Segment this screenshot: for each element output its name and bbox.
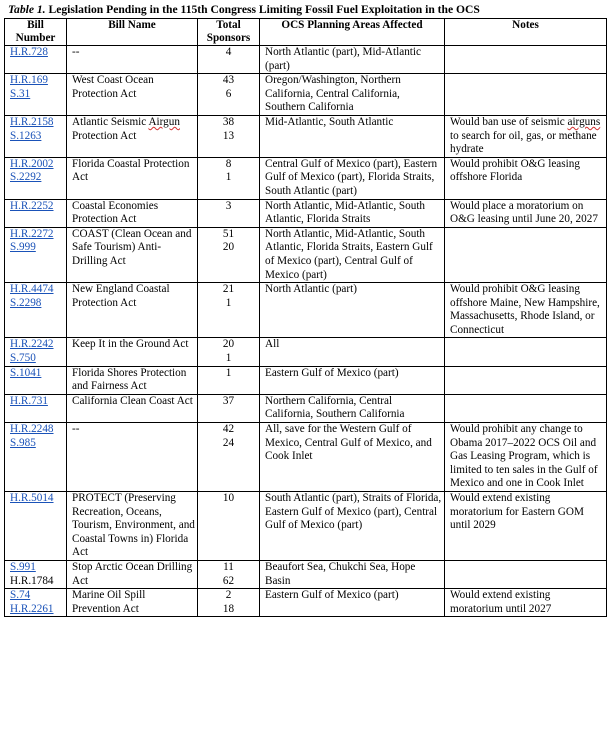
sponsor-count: 1: [225, 366, 232, 379]
notes-cell: [445, 394, 607, 422]
sponsor-count: 43: [222, 74, 235, 87]
bill-name-part: Airgun: [148, 115, 180, 128]
table-body: [5, 46, 607, 617]
caption-label: Table 1.: [8, 3, 46, 16]
sponsor-count: 1: [225, 171, 232, 184]
bill-number-cell: [5, 589, 67, 617]
bill-number-cell: [5, 283, 67, 338]
sponsors-cell: [198, 560, 260, 588]
table-row: [5, 338, 607, 366]
table-row: [5, 283, 607, 338]
sponsors-cell: [198, 157, 260, 199]
header-bill-number: Bill Number: [5, 19, 67, 46]
bill-number-cell: [5, 74, 67, 116]
bill-name-cell: Stop Arctic Ocean Drilling Act: [67, 560, 198, 588]
sponsor-count: 62: [222, 574, 235, 587]
notes-part: airguns: [567, 115, 601, 128]
bill-link[interactable]: H.R.2002: [10, 157, 54, 170]
bill-name-cell: Florida Shores Protection and Fairness Act: [67, 366, 198, 394]
sponsors-cell: [198, 199, 260, 227]
sponsors-cell: [198, 338, 260, 366]
bill-link[interactable]: S.2298: [10, 296, 42, 309]
caption-title: Legislation Pending in the 115th Congress Limiting Fossil Fuel Exploitation in the OCS: [45, 3, 480, 16]
notes-cell: [445, 366, 607, 394]
document-page: [4, 2, 606, 617]
bill-link[interactable]: S.985: [10, 436, 36, 449]
notes-cell: Would extend existing moratorium until 2027: [445, 589, 607, 617]
sponsors-cell: [198, 46, 260, 74]
bill-number-cell: [5, 46, 67, 74]
bill-name-cell: Coastal Economies Protection Act: [67, 199, 198, 227]
bill-name-cell: Marine Oil Spill Prevention Act: [67, 589, 198, 617]
sponsor-count: 42: [222, 423, 235, 436]
bill-link[interactable]: S.74: [10, 589, 31, 602]
notes-part: Would ban use of seismic: [450, 115, 568, 128]
header-bill-name: Bill Name: [67, 19, 198, 46]
notes-cell: Would prohibit any change to Obama 2017–2022 OCS Oil and Gas Leasing Program, which is limited to ten sales in the Gulf of Mexico and one in Cook Inlet: [445, 423, 607, 492]
notes-cell: Would place a moratorium on O&G leasing until June 20, 2027: [445, 199, 607, 227]
bill-link[interactable]: H.R.169: [10, 74, 48, 87]
notes-cell: Would prohibit O&G leasing offshore Florida: [445, 157, 607, 199]
bill-name-part: Protection Act: [72, 129, 137, 142]
bill-number-text: H.R.1784: [10, 574, 54, 587]
bill-link[interactable]: S.750: [10, 352, 36, 365]
header-row: [5, 19, 607, 46]
sponsor-count: 3: [225, 199, 232, 212]
table-row: [5, 74, 607, 116]
planning-areas-cell: All, save for the Western Gulf of Mexico, Central Gulf of Mexico, and Cook Inlet: [260, 423, 445, 492]
planning-areas-cell: North Atlantic (part), Mid-Atlantic (part): [260, 46, 445, 74]
header-planning-areas: OCS Planning Areas Affected: [260, 19, 445, 46]
bill-name-cell: California Clean Coast Act: [67, 394, 198, 422]
bill-name-cell: Keep It in the Ground Act: [67, 338, 198, 366]
table-row: [5, 394, 607, 422]
sponsors-cell: [198, 366, 260, 394]
planning-areas-cell: Eastern Gulf of Mexico (part): [260, 366, 445, 394]
sponsor-count: 37: [222, 394, 235, 407]
bill-link[interactable]: S.1041: [10, 366, 42, 379]
sponsors-cell: [198, 423, 260, 492]
table-row: [5, 589, 607, 617]
bill-name-cell: West Coast Ocean Protection Act: [67, 74, 198, 116]
sponsor-count: 38: [222, 115, 235, 128]
notes-cell: Would extend existing moratorium for Eastern GOM until 2029: [445, 492, 607, 561]
sponsors-cell: [198, 227, 260, 282]
table-row: [5, 366, 607, 394]
notes-cell: [445, 338, 607, 366]
bill-number-cell: [5, 492, 67, 561]
notes-cell: [445, 46, 607, 74]
bill-name-cell: [67, 115, 198, 157]
planning-areas-cell: Central Gulf of Mexico (part), Eastern Gulf of Mexico (part), Florida Straits, South Atlantic (part): [260, 157, 445, 199]
table-row: [5, 157, 607, 199]
sponsor-count: 2: [225, 589, 232, 602]
notes-cell: Would prohibit O&G leasing offshore Maine, New Hampshire, Massachusetts, Rhode Island, or Connecticut: [445, 283, 607, 338]
planning-areas-cell: North Atlantic (part): [260, 283, 445, 338]
table-row: [5, 423, 607, 492]
header-total-sponsors: Total Sponsors: [198, 19, 260, 46]
bill-link[interactable]: H.R.731: [10, 394, 48, 407]
legislation-table: [4, 18, 607, 617]
bill-name-cell: --: [67, 423, 198, 492]
sponsor-count: 13: [222, 129, 235, 142]
bill-link[interactable]: H.R.2261: [10, 602, 54, 615]
header-notes: Notes: [445, 19, 607, 46]
bill-number-cell: [5, 115, 67, 157]
bill-name-cell: Florida Coastal Protection Act: [67, 157, 198, 199]
sponsors-cell: [198, 492, 260, 561]
bill-link[interactable]: H.R.2252: [10, 199, 54, 212]
sponsors-cell: [198, 74, 260, 116]
sponsor-count: 1: [225, 352, 232, 365]
notes-cell: [445, 227, 607, 282]
bill-link[interactable]: H.R.728: [10, 46, 48, 58]
sponsor-count: 4: [225, 46, 232, 58]
sponsor-count: 20: [222, 338, 235, 351]
sponsor-count: 1: [225, 296, 232, 309]
bill-link[interactable]: H.R.2248: [10, 423, 54, 436]
sponsor-count: 10: [222, 492, 235, 504]
planning-areas-cell: Mid-Atlantic, South Atlantic: [260, 115, 445, 157]
sponsors-cell: [198, 589, 260, 617]
bill-link[interactable]: S.999: [10, 241, 36, 254]
bill-link[interactable]: S.31: [10, 87, 31, 100]
bill-name-part: Atlantic Seismic: [72, 115, 149, 128]
planning-areas-cell: Eastern Gulf of Mexico (part): [260, 589, 445, 617]
sponsor-count: 20: [222, 241, 235, 254]
sponsor-count: 6: [225, 87, 232, 100]
bill-name-cell: PROTECT (Preserving Recreation, Oceans, Tourism, Environment, and Coastal Towns in) Florida Act: [67, 492, 198, 561]
planning-areas-cell: Oregon/Washington, Northern California, Central California, Southern California: [260, 74, 445, 116]
bill-number-cell: [5, 338, 67, 366]
table-caption: [4, 2, 606, 18]
sponsor-count: 11: [223, 560, 234, 573]
bill-number-cell: [5, 199, 67, 227]
notes-part: to search for oil, gas, or methane hydrate: [450, 129, 597, 156]
sponsor-count: 24: [222, 436, 235, 449]
planning-areas-cell: South Atlantic (part), Straits of Florida, Eastern Gulf of Mexico (part), Central Gulf of Mexico (part): [260, 492, 445, 561]
bill-link[interactable]: H.R.2272: [10, 227, 54, 240]
sponsors-cell: [198, 115, 260, 157]
planning-areas-cell: Northern California, Central California, Southern California: [260, 394, 445, 422]
sponsor-count: 21: [222, 283, 235, 296]
table-row: [5, 492, 607, 561]
bill-number-cell: [5, 394, 67, 422]
table-row: [5, 199, 607, 227]
planning-areas-cell: All: [260, 338, 445, 366]
planning-areas-cell: North Atlantic, Mid-Atlantic, South Atlantic, Florida Straits, Eastern Gulf of Mexico (part), Central Gulf of Mexico (part): [260, 227, 445, 282]
bill-link[interactable]: S.2292: [10, 171, 42, 184]
bill-number-cell: [5, 227, 67, 282]
planning-areas-cell: North Atlantic, Mid-Atlantic, South Atlantic, Florida Straits: [260, 199, 445, 227]
sponsor-count: 51: [222, 227, 235, 240]
bill-number-cell: [5, 423, 67, 492]
notes-cell: [445, 115, 607, 157]
bill-link[interactable]: H.R.2242: [10, 338, 54, 351]
sponsors-cell: [198, 394, 260, 422]
table-row: [5, 115, 607, 157]
bill-number-cell: [5, 157, 67, 199]
bill-link[interactable]: H.R.5014: [10, 492, 54, 504]
bill-name-cell: New England Coastal Protection Act: [67, 283, 198, 338]
bill-link[interactable]: H.R.4474: [10, 283, 54, 296]
bill-number-cell: [5, 560, 67, 588]
sponsors-cell: [198, 283, 260, 338]
sponsor-count: 8: [225, 157, 232, 170]
bill-link[interactable]: S.1263: [10, 129, 42, 142]
table-row: [5, 560, 607, 588]
sponsor-count: 18: [222, 602, 235, 615]
table-row: [5, 227, 607, 282]
bill-name-cell: COAST (Clean Ocean and Safe Tourism) Anti-Drilling Act: [67, 227, 198, 282]
notes-cell: [445, 74, 607, 116]
table-row: [5, 46, 607, 74]
bill-number-cell: [5, 366, 67, 394]
planning-areas-cell: Beaufort Sea, Chukchi Sea, Hope Basin: [260, 560, 445, 588]
bill-link[interactable]: S.991: [10, 560, 36, 573]
notes-cell: [445, 560, 607, 588]
bill-link[interactable]: H.R.2158: [10, 115, 54, 128]
bill-name-cell: --: [67, 46, 198, 74]
